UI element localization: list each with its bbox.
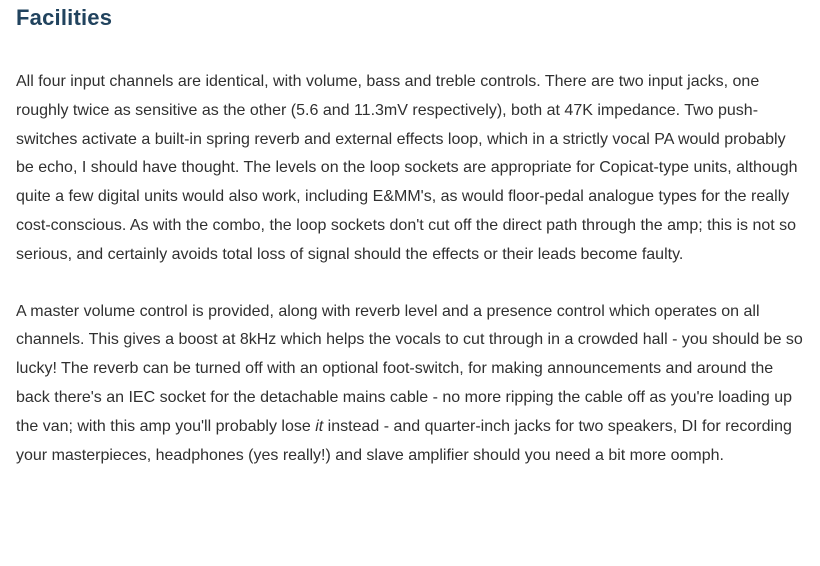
paragraph-master-controls	[16, 298, 804, 471]
paragraph-input-channels: All four input channels are identical, with volume, bass and treble controls. There are two input jacks, one roughly twice as sensitive as the other (5.6 and 11.3mV respectively), both at 47K impedance. Two push-switches activate a built-in spring reverb and external effects loop, which in a strictly vocal PA would probably be echo, I should have thought. The levels on the loop sockets are appropriate for Copicat-type units, although quite a few digital units would also work, including E&MM's, as would floor-pedal analogue types for the really cost-conscious. As with the combo, the loop sockets don't cut off the direct path through the amp; this is not so serious, and certainly avoids total loss of signal should the effects or their leads become faulty.	[16, 73, 798, 263]
emphasized-word: it	[315, 417, 324, 435]
paragraph-text-segment: instead - and quarter-inch jacks for two speakers, DI for recording your masterpieces, headphones (yes really!) and slave amplifier should you need a bit more oomph.	[16, 417, 792, 464]
section-heading: Facilities	[16, 5, 113, 30]
paragraph-text-segment: A master volume control is provided, along with reverb level and a presence control which operates on all channels. This gives a boost at 8kHz which helps the vocals to cut through in a crowded hall - you should be so lucky! The reverb can be turned off with an optional foot-switch, for making announcements and around the back there's an IEC socket for the detachable mains cable - no more ripping the cable off as you're loading up the van; with this amp you'll probably lose	[16, 302, 803, 435]
